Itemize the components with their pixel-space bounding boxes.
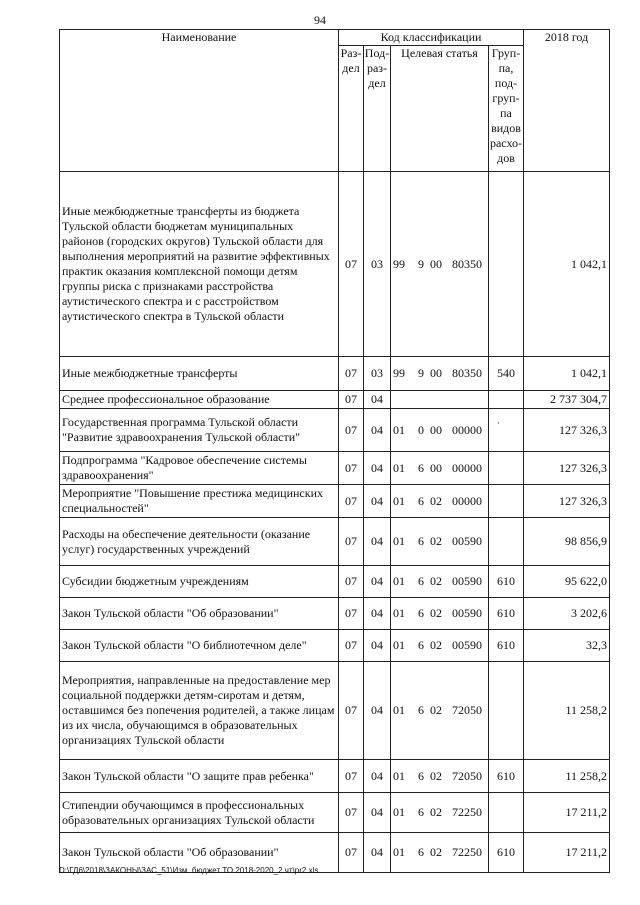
row-target-code [391,793,489,833]
table-row [60,485,610,518]
target-code-part: 02 [430,606,442,620]
target-code-part: 9 [418,256,424,271]
row-amount: 95 622,0 [524,566,610,598]
row-target-code [391,598,489,630]
footer-path: D:\ГД6\2018\ЗАКОНЫ\ЗАС_51\Изм. бюджет ТО 2018-2020_2 чт\pr2.xls [59,866,319,875]
target-code-part: 00 [430,256,442,271]
row-target-code [391,485,489,518]
row-group: 610 [489,566,524,598]
target-code-part: 72050 [452,768,482,783]
row-group [489,452,524,485]
target-code-part: 02 [430,805,442,819]
target-code-part: 02 [430,845,442,859]
table-row [60,598,610,630]
target-code-part: 02 [430,574,442,588]
row-target-code [391,391,489,409]
row-amount: 127 326,3 [524,409,610,452]
row-group: 610 [489,630,524,662]
table-row [60,391,610,409]
row-group [489,662,524,760]
row-name: Государственная программа Тульской области "Развитие здравоохранения Тульской области" [60,409,339,452]
row-podrazdel: 04 [364,662,391,760]
row-target-code [391,566,489,598]
row-target-code [391,662,489,760]
target-code-part: 6 [418,574,424,588]
table-row [60,452,610,485]
target-code-part: 02 [430,534,442,548]
target-code-part: 99 [393,256,405,271]
target-code-part: 00590 [452,638,482,652]
row-name: Расходы на обеспечение деятельности (оказание услуг) государственных учреждений [60,518,339,566]
target-code-part: 00 [430,460,442,475]
row-podrazdel: 04 [364,485,391,518]
row-amount: 1 042,1 [524,357,610,391]
target-code-part: 6 [418,768,424,783]
target-code-part: 00000 [452,493,482,508]
target-code-part: 6 [418,606,424,620]
target-code-part: 6 [418,845,424,859]
row-podrazdel: 03 [364,357,391,391]
row-group [489,391,524,409]
row-name: Закон Тульской области "Об образовании" [60,598,339,630]
row-name: Закон Тульской области "Об образовании" [60,833,339,873]
row-target-code [391,518,489,566]
row-target-code [391,630,489,662]
target-code-part: 01 [393,493,405,508]
row-razdel: 07 [339,662,364,760]
row-name: Среднее профессиональное образование [60,391,339,409]
target-code-part: 01 [393,574,405,588]
target-code-part: 99 [393,366,405,380]
target-code-part: 6 [418,493,424,508]
target-code-part: 01 [393,460,405,475]
target-code-part: 9 [418,366,424,380]
target-code-part: 72050 [452,703,482,717]
target-code-part: 01 [393,638,405,652]
target-code-part: 01 [393,805,405,819]
row-amount: 2 737 304,7 [524,391,610,409]
header-target: Целевая статья [391,46,489,172]
target-code-part: 01 [393,422,405,437]
row-amount: 98 856,9 [524,518,610,566]
row-group: 610 [489,598,524,630]
row-name: Субсидии бюджетным учреждениям [60,566,339,598]
row-amount: 1 042,1 [524,172,610,357]
target-code-part: 00590 [452,534,482,548]
target-code-part: 01 [393,845,405,859]
page-number: 94 [314,13,326,27]
table-row [60,409,610,452]
row-razdel: 07 [339,452,364,485]
header-podrazdel: Под- раз- дел [364,46,391,172]
target-code-part: 72250 [452,845,482,859]
target-code-part: 00590 [452,574,482,588]
dot-mark: · [497,418,500,428]
row-target-code [391,172,489,357]
target-code-part: 80350 [452,256,482,271]
row-target-code [391,833,489,873]
target-code-part: 00000 [452,460,482,475]
row-name: Иные межбюджетные трансферты [60,357,339,391]
row-amount: 127 326,3 [524,485,610,518]
row-group [489,172,524,357]
row-podrazdel: 04 [364,409,391,452]
row-razdel: 07 [339,172,364,357]
row-amount: 11 258,2 [524,662,610,760]
row-name: Иные межбюджетные трансферты из бюджета Тульской области бюджетам муниципальных районов (городских округов) Тульской области для выполнения мероприятий на развитие эффективных практик оказания комплексной помощи детям группы риска с признаками расстройства аутистического спектра и с расстройством аутистического спектра в Тульской области [60,172,339,357]
row-razdel: 07 [339,357,364,391]
row-podrazdel: 04 [364,518,391,566]
row-name: Закон Тульской области "О защите прав ребенка" [60,760,339,793]
row-razdel: 07 [339,760,364,793]
row-group [489,409,524,452]
row-group: 610 [489,760,524,793]
row-group [489,518,524,566]
row-group [489,793,524,833]
target-code-part: 00590 [452,606,482,620]
row-podrazdel: 04 [364,391,391,409]
row-razdel: 07 [339,409,364,452]
table-row [60,793,610,833]
target-code-part: 02 [430,768,442,783]
target-code-part: 02 [430,638,442,652]
row-amount: 127 326,3 [524,452,610,485]
target-code-part: 6 [418,638,424,652]
target-code-part: 72250 [452,805,482,819]
row-amount: 32,3 [524,630,610,662]
row-amount: 17 211,2 [524,833,610,873]
row-podrazdel: 04 [364,630,391,662]
table-row [60,662,610,760]
row-razdel: 07 [339,598,364,630]
target-code-part: 6 [418,703,424,717]
row-target-code [391,409,489,452]
row-razdel: 07 [339,833,364,873]
row-podrazdel: 04 [364,833,391,873]
table-row [60,630,610,662]
target-code-part: 01 [393,768,405,783]
header-code-group: Код классификации [339,30,524,46]
row-amount: 3 202,6 [524,598,610,630]
target-code-part: 00 [430,366,442,380]
row-podrazdel: 04 [364,452,391,485]
target-code-part: 01 [393,534,405,548]
table-row [60,518,610,566]
target-code-part: 02 [430,493,442,508]
row-target-code [391,452,489,485]
target-code-part: 0 [418,422,424,437]
header-year: 2018 год [524,30,610,172]
row-group [489,485,524,518]
row-podrazdel: 04 [364,566,391,598]
table-row [60,172,610,357]
target-code-part: 00000 [452,422,482,437]
row-name: Мероприятия, направленные на предоставление мер социальной поддержки детям-сиротам и детям, оставшимся без попечения родителей, а также лицам из их числа, обучающимся в образовательных организациях Тульской области [60,662,339,760]
budget-table [59,29,610,873]
row-target-code [391,760,489,793]
table-row [60,566,610,598]
target-code-part: 02 [430,703,442,717]
row-podrazdel: 04 [364,793,391,833]
row-podrazdel: 03 [364,172,391,357]
target-code-part: 6 [418,805,424,819]
header-group: Груп- па, под- груп- па видов расхо- дов [489,46,524,172]
row-podrazdel: 04 [364,760,391,793]
row-name: Подпрограмма "Кадровое обеспечение системы здравоохранения" [60,452,339,485]
target-code-part: 00 [430,422,442,437]
target-code-part: 80350 [452,366,482,380]
header-name: Наименование [60,30,339,172]
row-amount: 17 211,2 [524,793,610,833]
row-razdel: 07 [339,391,364,409]
target-code-part: 01 [393,703,405,717]
target-code-part: 6 [418,460,424,475]
row-name: Мероприятие "Повышение престижа медицинских специальностей" [60,485,339,518]
row-razdel: 07 [339,518,364,566]
target-code-part: 01 [393,606,405,620]
row-name: Стипендии обучающимся в профессиональных образовательных организациях Тульской области [60,793,339,833]
row-amount: 11 258,2 [524,760,610,793]
row-razdel: 07 [339,793,364,833]
row-target-code [391,357,489,391]
row-group: 610 [489,833,524,873]
header-razdel: Раз- дел [339,46,364,172]
table-row [60,357,610,391]
table-row [60,760,610,793]
row-name: Закон Тульской области "О библиотечном деле" [60,630,339,662]
row-group: 540 [489,357,524,391]
row-razdel: 07 [339,566,364,598]
row-podrazdel: 04 [364,598,391,630]
row-razdel: 07 [339,485,364,518]
row-razdel: 07 [339,630,364,662]
target-code-part: 6 [418,534,424,548]
